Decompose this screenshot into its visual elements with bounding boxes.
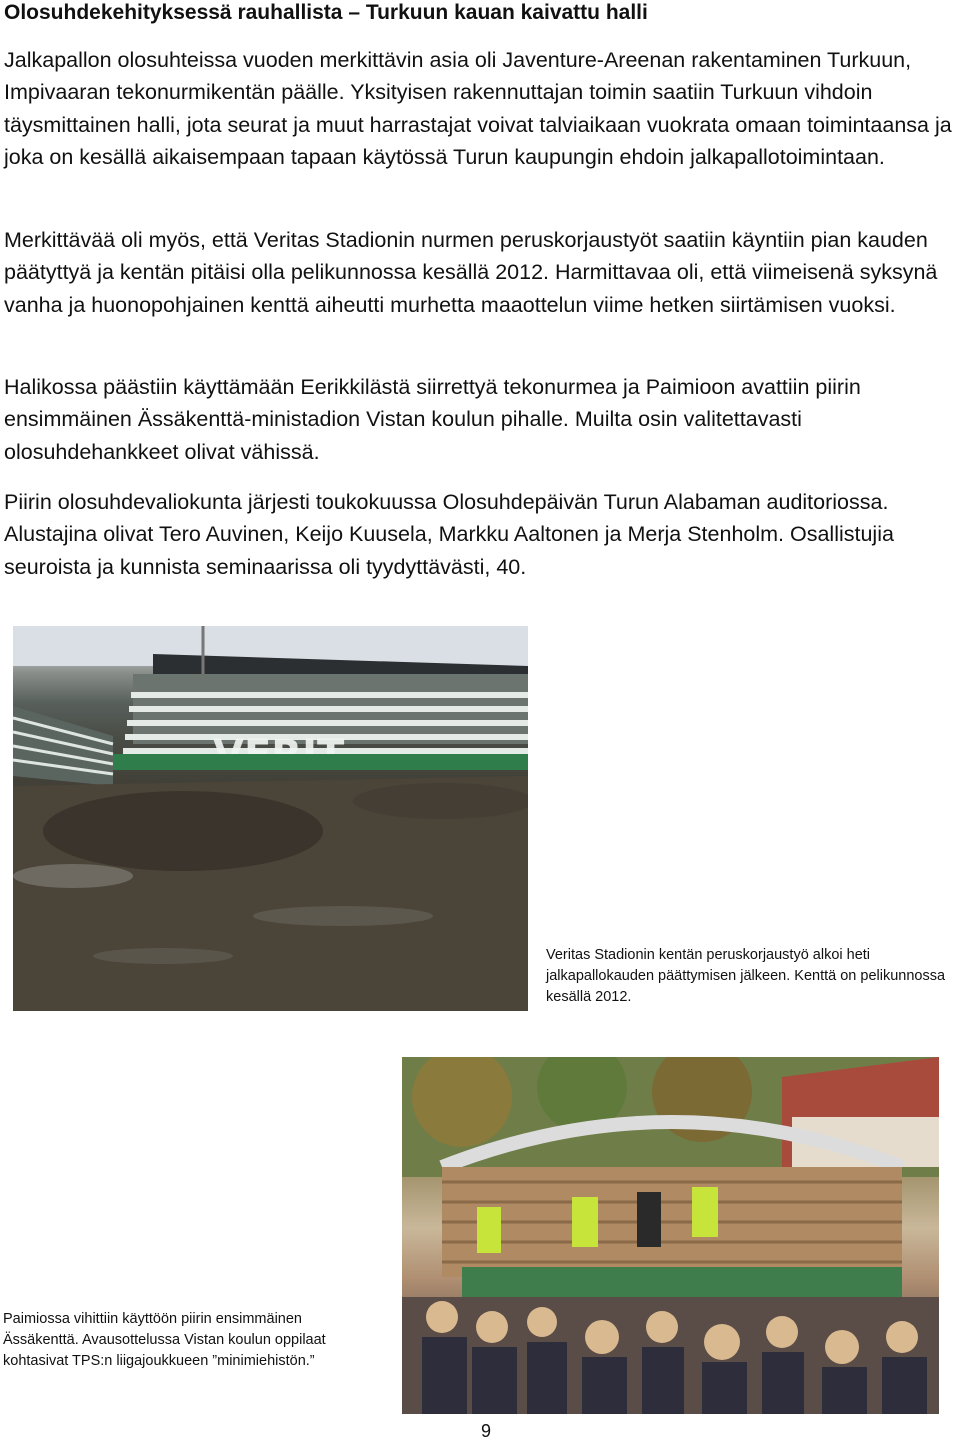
assakentta-photo-illustration	[402, 1057, 939, 1414]
paragraph-javenture-areena: Jalkapallon olosuhteissa vuoden merkittävin asia oli Javenture-Areenan rakentaminen Turkuun, Impivaaran tekonurmikentän päälle. Yksityisen rakennuttajan toimin saatiin Turkuun vihdoin täysmittainen halli, jota seurat ja muut harrastajat voivat talviaikaan vuokrata omaan toimintaansa ja joka on kesällä aikaisempaan tapaan käytössä Turun kaupungin ehdoin jalkapallotoimintaan.	[4, 48, 952, 169]
page-heading: Olosuhdekehityksessä rauhallista – Turkuun kauan kaivattu halli	[4, 1, 648, 24]
paragraph-olosuhdepaiva: Piirin olosuhdevaliokunta järjesti toukokuussa Olosuhdepäivän Turun Alabaman auditoriossa. Alustajina olivat Tero Auvinen, Keijo Kuusela, Markku Aaltonen ja Merja Stenholm. Osallistujia seuroista ja kunnista seminaarissa oli tyydyttävästi, 40.	[4, 490, 894, 579]
paragraph-veritas-stadion: Merkittävää oli myös, että Veritas Stadionin nurmen peruskorjaustyöt saatiin käyntiin pian kauden päätyttyä ja kentän pitäisi olla pelikunnossa kesällä 2012. Harmittavaa oli, että viimeisenä syksynä vanha ja huonopohjainen kenttä aiheutti murhetta maaottelun viime hetken siirtämisen vuoksi.	[4, 228, 938, 317]
photo-caption-assakentta: Paimiossa vihittiin käyttöön piirin ensimmäinen Ässäkenttä. Avausottelussa Vistan koulun oppilaat kohtasivat TPS:n liigajoukkueen ”minimiehistön.”	[3, 1311, 326, 1369]
stadium-renovation-photo	[13, 626, 528, 1011]
assakentta-opening-photo	[402, 1057, 939, 1414]
paragraph-halikko-paimio: Halikossa päästiin käyttämään Eerikkilästä siirrettyä tekonurmea ja Paimioon avattiin piirin ensimmäinen Ässäkenttä-ministadion Vistan koulun pihalle. Muilta osin valitettavasti olosuhdehankkeet olivat vähissä.	[4, 375, 861, 464]
photo-caption-stadium: Veritas Stadionin kentän peruskorjaustyö alkoi heti jalkapallokauden päättymisen jälkeen. Kenttä on pelikunnossa kesällä 2012.	[546, 947, 946, 1005]
page-number: 9	[481, 1421, 492, 1441]
stadium-photo-illustration	[13, 626, 528, 1011]
